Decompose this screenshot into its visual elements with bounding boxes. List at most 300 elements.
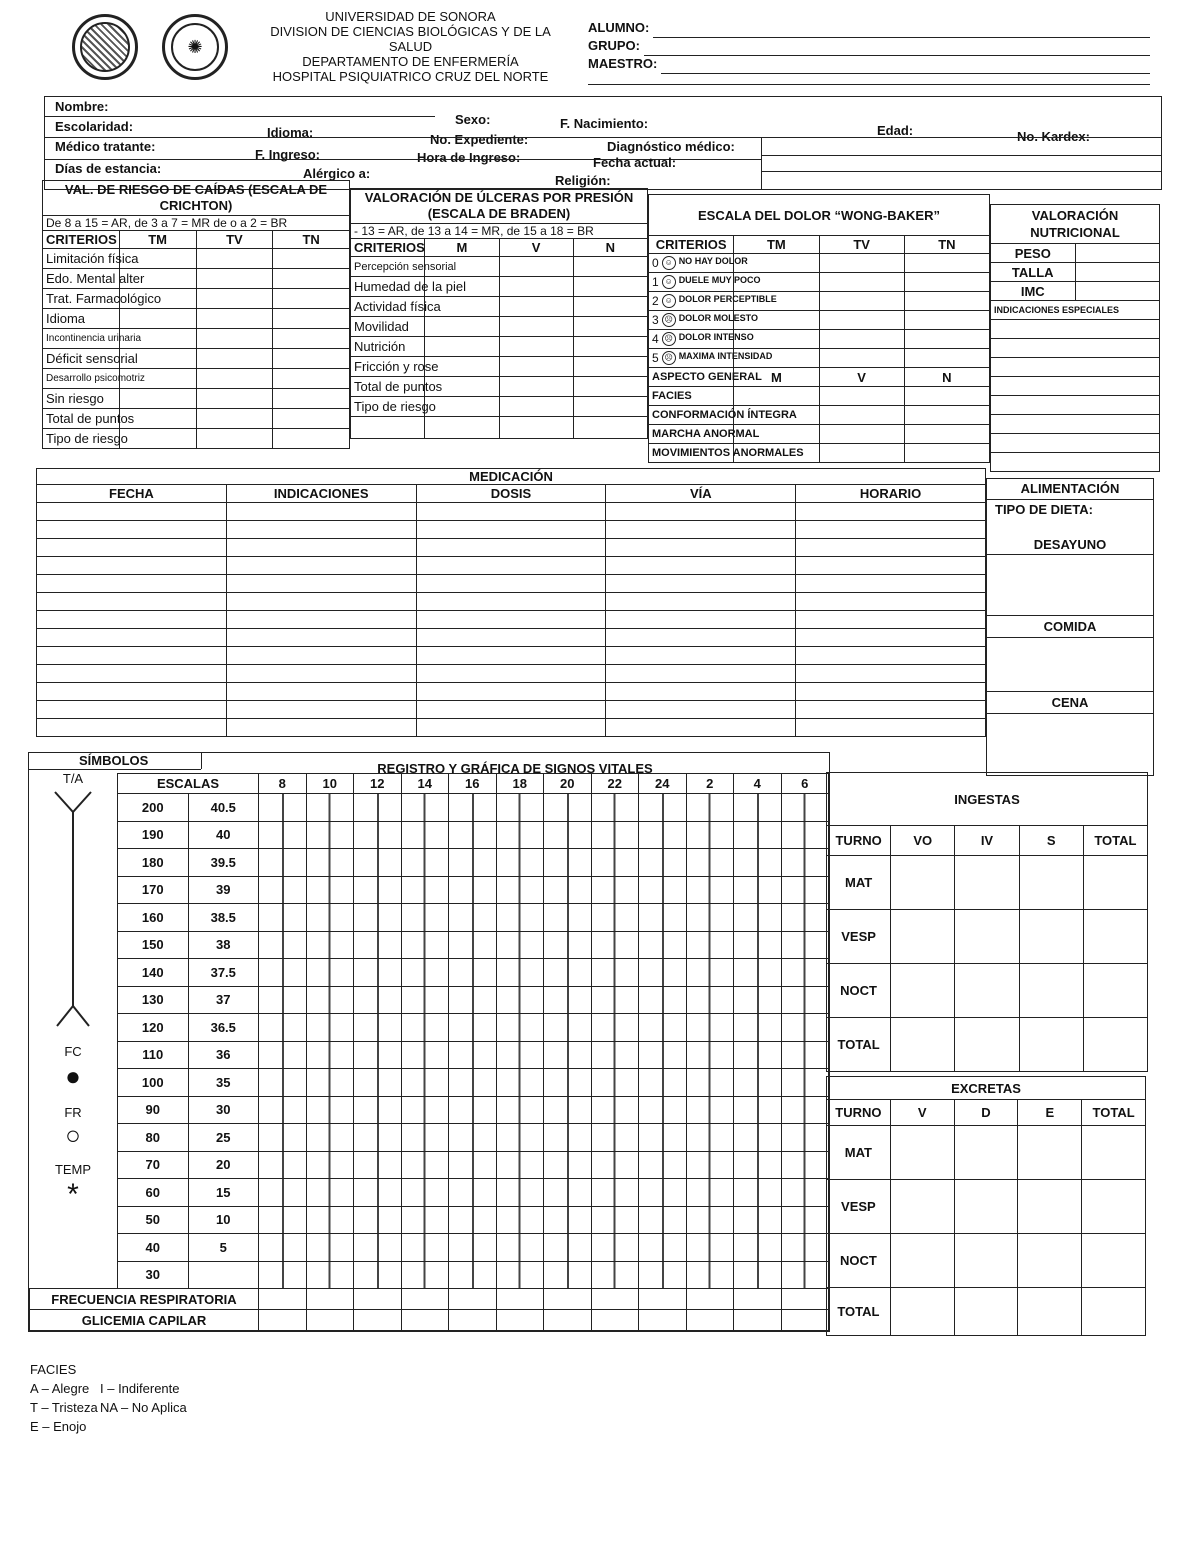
vital-cell[interactable] [354,1096,402,1124]
vital-cell[interactable] [591,821,639,849]
vital-cell[interactable] [354,986,402,1014]
tn-header: TN [904,236,989,254]
tm-header: TM [119,231,196,249]
horario-header: HORARIO [796,485,986,503]
vital-cell[interactable] [591,1014,639,1042]
patient-info-block [44,96,1162,190]
vital-cell[interactable] [401,821,449,849]
hour-header: 14 [401,774,449,794]
ta-scale-value: 50 [118,1206,189,1234]
vital-cell[interactable] [544,931,592,959]
face-icon: ☺ [662,256,676,270]
vital-cell[interactable] [544,959,592,987]
vital-cell[interactable] [449,1041,497,1069]
vital-cell[interactable] [496,1206,544,1234]
pain-number: 2 [652,293,659,308]
vital-cell[interactable] [259,1261,307,1289]
vital-cell[interactable] [449,1124,497,1152]
vital-cell[interactable] [781,876,829,904]
vital-cell[interactable] [639,1041,687,1069]
vital-cell[interactable] [734,1261,782,1289]
vital-cell[interactable] [401,1014,449,1042]
vital-cell[interactable] [686,931,734,959]
edad-label: Edad: [877,123,914,138]
vital-cell[interactable] [544,1041,592,1069]
vital-cell[interactable] [544,794,592,822]
ta-scale-value: 70 [118,1151,189,1179]
vital-cell[interactable] [354,1179,402,1207]
vital-cell[interactable] [639,794,687,822]
vital-cell[interactable] [686,1206,734,1234]
vital-cell[interactable] [259,876,307,904]
vitales-grid [117,773,829,1289]
vital-cell[interactable] [496,959,544,987]
temp-scale-value: 36.5 [188,1014,259,1042]
vital-cell[interactable] [686,1151,734,1179]
vital-cell[interactable] [686,1096,734,1124]
vital-cell[interactable] [401,1179,449,1207]
vital-cell[interactable] [306,1041,354,1069]
ta-scale-value: 130 [118,986,189,1014]
vital-cell[interactable] [781,1069,829,1097]
vital-cell[interactable] [781,959,829,987]
diagnostico-label: Diagnóstico médico: [607,139,735,154]
vital-cell[interactable] [401,794,449,822]
imc-field[interactable] [1075,282,1160,301]
vital-cell[interactable] [496,1234,544,1262]
vital-cell[interactable] [781,1206,829,1234]
vital-cell[interactable] [306,849,354,877]
vital-cell[interactable] [354,1124,402,1152]
vital-cell[interactable] [354,849,402,877]
vital-cell[interactable] [591,1206,639,1234]
caidas-section [42,180,350,449]
vital-cell[interactable] [449,931,497,959]
vital-cell[interactable] [639,1096,687,1124]
vital-cell[interactable] [449,986,497,1014]
vital-cell[interactable] [449,794,497,822]
alumno-field[interactable] [653,20,1150,38]
vital-cell[interactable] [401,931,449,959]
vitales-section [28,752,830,1332]
vital-cell[interactable] [401,876,449,904]
vital-cell[interactable] [544,1014,592,1042]
vital-cell[interactable] [401,1069,449,1097]
vital-cell[interactable] [259,1151,307,1179]
temp-scale-value: 39 [188,876,259,904]
vital-cell[interactable] [734,1206,782,1234]
vital-cell[interactable] [259,1041,307,1069]
dosis-header: DOSIS [416,485,606,503]
excretas-section [826,1076,1146,1336]
pain-label: DOLOR PERCEPTIBLE [678,293,777,304]
vital-cell[interactable] [259,794,307,822]
scale-row [118,904,829,932]
vital-cell[interactable] [259,821,307,849]
vo-header: VO [891,826,955,856]
vital-cell[interactable] [259,849,307,877]
vital-cell[interactable] [591,959,639,987]
vital-cell[interactable] [544,1151,592,1179]
vital-cell[interactable] [591,931,639,959]
vital-cell[interactable] [639,986,687,1014]
temp-scale-value: 38 [188,931,259,959]
vital-cell[interactable] [734,1124,782,1152]
simbolos-label: SÍMBOLOS [79,753,149,768]
vital-cell[interactable] [449,1261,497,1289]
asterisk-icon: * [67,1178,79,1211]
vital-cell[interactable] [354,1261,402,1289]
vital-cell[interactable] [544,1069,592,1097]
total-header: TOTAL [1082,1100,1146,1126]
ta-scale-value: 30 [118,1261,189,1289]
vital-cell[interactable] [686,1179,734,1207]
vital-cell[interactable] [496,1124,544,1152]
alergico-label: Alérgico a: [303,166,371,181]
vital-cell[interactable] [449,1069,497,1097]
tm-header: TM [734,236,819,254]
temp-scale-value: 38.5 [188,904,259,932]
vital-cell[interactable] [354,1151,402,1179]
vital-cell[interactable] [591,794,639,822]
ta-scale-value: 80 [118,1124,189,1152]
grupo-field[interactable] [644,38,1150,56]
vital-cell[interactable] [354,821,402,849]
header-line: HOSPITAL PSIQUIATRICO CRUZ DEL NORTE [272,69,549,84]
vital-cell[interactable] [639,1014,687,1042]
vital-cell[interactable] [734,1151,782,1179]
vital-cell[interactable] [449,1014,497,1042]
vital-cell[interactable] [781,794,829,822]
grupo-label: GRUPO: [588,38,640,53]
vital-cell[interactable] [496,904,544,932]
indicaciones-especiales-label: INDICACIONES ESPECIALES [991,301,1160,320]
vital-cell[interactable] [496,876,544,904]
vital-cell[interactable] [734,849,782,877]
vital-cell[interactable] [544,1206,592,1234]
vital-cell[interactable] [259,904,307,932]
vital-cell[interactable] [496,794,544,822]
vital-cell[interactable] [449,1179,497,1207]
vital-cell[interactable] [401,1261,449,1289]
caidas-row-label: Déficit sensorial [43,349,120,369]
vital-cell[interactable] [639,1179,687,1207]
extra-line [588,74,1150,85]
vital-cell[interactable] [686,849,734,877]
vital-cell[interactable] [591,1179,639,1207]
vital-cell[interactable] [544,1179,592,1207]
turno-label: MAT [827,1126,891,1180]
vital-cell[interactable] [734,1014,782,1042]
vital-cell[interactable] [639,931,687,959]
vital-cell[interactable] [259,959,307,987]
vital-cell[interactable] [734,794,782,822]
vital-cell[interactable] [734,1069,782,1097]
vital-cell[interactable] [781,1124,829,1152]
vital-cell[interactable] [306,1234,354,1262]
vital-cell[interactable] [401,1234,449,1262]
vital-cell[interactable] [591,904,639,932]
vital-cell[interactable] [734,1096,782,1124]
vital-cell[interactable] [449,1234,497,1262]
vital-cell[interactable] [544,821,592,849]
vital-cell[interactable] [259,1234,307,1262]
caidas-row-label: Desarrollo psicomotriz [43,369,120,389]
vital-cell[interactable] [734,876,782,904]
pain-row-2 [649,292,777,311]
scale-row [118,1041,829,1069]
vital-cell[interactable] [781,1261,829,1289]
vital-cell[interactable] [306,1124,354,1152]
vital-cell[interactable] [306,794,354,822]
legend-item: I – Indiferente [100,1381,180,1396]
vital-cell[interactable] [686,1069,734,1097]
vital-cell[interactable] [591,986,639,1014]
vital-cell[interactable] [781,1234,829,1262]
vital-cell[interactable] [306,876,354,904]
vital-cell[interactable] [354,1234,402,1262]
vital-cell[interactable] [496,986,544,1014]
scale-row [118,1206,829,1234]
vital-cell[interactable] [496,1069,544,1097]
vital-cell[interactable] [639,849,687,877]
vital-cell[interactable] [591,1234,639,1262]
cena-label: CENA [987,691,1153,714]
legend-item: T – Tristeza [30,1400,98,1415]
vital-cell[interactable] [639,1206,687,1234]
vital-cell[interactable] [781,904,829,932]
vital-cell[interactable] [259,1014,307,1042]
hour-header: 6 [781,774,829,794]
vital-cell[interactable] [496,1261,544,1289]
braden-row-label: Tipo de riesgo [351,397,425,417]
vital-cell[interactable] [544,1234,592,1262]
vital-cell[interactable] [449,959,497,987]
vital-cell[interactable] [496,1096,544,1124]
imc-label: IMC [991,282,1076,301]
scale-row [118,1124,829,1152]
vital-cell[interactable] [449,904,497,932]
vital-cell[interactable] [259,1069,307,1097]
vital-cell[interactable] [306,1069,354,1097]
vital-cell[interactable] [544,1124,592,1152]
vital-cell[interactable] [449,821,497,849]
braden-row-label: Actividad física [351,297,425,317]
vital-cell[interactable] [306,986,354,1014]
vital-cell[interactable] [544,1261,592,1289]
criterios-header: CRITERIOS [43,231,120,249]
ta-scale-value: 190 [118,821,189,849]
vital-cell[interactable] [354,1206,402,1234]
vital-cell[interactable] [639,1069,687,1097]
vital-cell[interactable] [781,1041,829,1069]
vital-cell[interactable] [781,986,829,1014]
vital-cell[interactable] [259,931,307,959]
vital-cell[interactable] [781,849,829,877]
vital-cell[interactable] [306,821,354,849]
vital-cell[interactable] [401,1096,449,1124]
vital-cell[interactable] [686,1261,734,1289]
vital-cell[interactable] [544,904,592,932]
vital-cell[interactable] [686,1124,734,1152]
vital-cell[interactable] [781,1096,829,1124]
braden-section [350,188,648,439]
caidas-title: VAL. DE RIESGO DE CAÍDAS (ESCALA DE CRICHTON) [43,181,350,216]
temp-scale-value: 10 [188,1206,259,1234]
vital-cell[interactable] [354,1014,402,1042]
vital-cell[interactable] [401,1206,449,1234]
vital-cell[interactable] [591,849,639,877]
legend-item: A – Alegre [30,1381,90,1396]
temp-scale-value: 25 [188,1124,259,1152]
vital-cell[interactable] [401,1124,449,1152]
scale-row [118,986,829,1014]
vital-cell[interactable] [781,1179,829,1207]
vital-cell[interactable] [591,1151,639,1179]
vital-cell[interactable] [306,904,354,932]
vital-cell[interactable] [734,1041,782,1069]
vital-cell[interactable] [401,1151,449,1179]
vital-cell[interactable] [306,959,354,987]
department-seal-logo: ✺ [162,14,228,80]
vital-cell[interactable] [259,1096,307,1124]
vital-cell[interactable] [639,1124,687,1152]
vital-cell[interactable] [354,794,402,822]
vital-cell[interactable] [591,1041,639,1069]
vital-cell[interactable] [306,1151,354,1179]
vital-cell[interactable] [496,821,544,849]
dolor-section [648,194,990,463]
tv-header: TV [196,231,273,249]
vital-cell[interactable] [591,1069,639,1097]
vital-cell[interactable] [496,849,544,877]
vital-cell[interactable] [306,931,354,959]
header-line: DEPARTAMENTO DE ENFERMERÍA [302,54,519,69]
vital-cell[interactable] [259,1206,307,1234]
vital-cell[interactable] [354,931,402,959]
vital-cell[interactable] [354,1069,402,1097]
vital-cell[interactable] [686,986,734,1014]
vital-cell[interactable] [354,1041,402,1069]
vital-cell[interactable] [449,849,497,877]
vital-cell[interactable] [306,1261,354,1289]
vital-cell[interactable] [639,1151,687,1179]
vital-cell[interactable] [306,1206,354,1234]
vital-cell[interactable] [449,1151,497,1179]
vital-cell[interactable] [686,876,734,904]
vital-cell[interactable] [354,904,402,932]
vital-cell[interactable] [401,849,449,877]
talla-field[interactable] [1075,263,1160,282]
religion-label: Religión: [555,173,611,188]
vital-cell[interactable] [401,959,449,987]
vital-cell[interactable] [306,1014,354,1042]
vital-cell[interactable] [734,959,782,987]
vital-cell[interactable] [781,1151,829,1179]
vital-cell[interactable] [496,1041,544,1069]
filled-circle-icon: ● [65,1061,81,1091]
fr-label: FR [64,1105,82,1120]
vital-cell[interactable] [639,821,687,849]
vital-cell[interactable] [544,1096,592,1124]
fecha-header: FECHA [37,485,227,503]
vital-cell[interactable] [734,931,782,959]
hour-header: 12 [354,774,402,794]
vital-cell[interactable] [639,904,687,932]
vital-cell[interactable] [734,904,782,932]
vital-cell[interactable] [686,821,734,849]
vitales-title: REGISTRO Y GRÁFICA DE SIGNOS VITALES [377,761,653,776]
vital-cell[interactable] [686,959,734,987]
vital-cell[interactable] [401,986,449,1014]
vital-cell[interactable] [544,876,592,904]
vital-cell[interactable] [544,986,592,1014]
indicaciones-header: INDICACIONES [226,485,416,503]
vital-cell[interactable] [686,1014,734,1042]
braden-row-label: Percepción sensorial [351,257,425,277]
vital-cell[interactable] [449,1206,497,1234]
vital-cell[interactable] [734,1234,782,1262]
peso-field[interactable] [1075,244,1160,263]
vital-cell[interactable] [496,1151,544,1179]
vital-cell[interactable] [259,1124,307,1152]
vital-cell[interactable] [686,1041,734,1069]
vital-cell[interactable] [496,1014,544,1042]
criterios-header: CRITERIOS [649,236,734,254]
vital-cell[interactable] [639,876,687,904]
vital-cell[interactable] [734,986,782,1014]
vital-cell[interactable] [591,1096,639,1124]
scale-row [118,849,829,877]
vital-cell[interactable] [686,904,734,932]
vital-cell[interactable] [781,931,829,959]
vital-cell[interactable] [544,849,592,877]
vital-cell[interactable] [306,1096,354,1124]
turno-label: VESP [827,910,891,964]
facies-legend [30,1360,187,1436]
vital-cell[interactable] [401,904,449,932]
vital-cell[interactable] [686,1234,734,1262]
vital-cell[interactable] [781,1014,829,1042]
vital-cell[interactable] [639,959,687,987]
vital-cell[interactable] [686,794,734,822]
vital-cell[interactable] [401,1041,449,1069]
vital-cell[interactable] [354,959,402,987]
vital-cell[interactable] [591,876,639,904]
vital-cell[interactable] [259,986,307,1014]
institution-header [248,9,573,84]
vital-cell[interactable] [781,821,829,849]
vital-cell[interactable] [639,1234,687,1262]
m-header: M [734,368,819,387]
vital-cell[interactable] [259,1179,307,1207]
vital-cell[interactable] [496,1179,544,1207]
temp-scale-value: 37 [188,986,259,1014]
vital-cell[interactable] [354,876,402,904]
vital-cell[interactable] [591,1124,639,1152]
maestro-field[interactable] [661,56,1150,74]
vital-cell[interactable] [449,876,497,904]
vital-cell[interactable] [734,821,782,849]
vital-cell[interactable] [639,1261,687,1289]
vital-cell[interactable] [496,931,544,959]
vital-cell[interactable] [734,1179,782,1207]
pain-row-3 [649,311,759,330]
vital-cell[interactable] [449,1096,497,1124]
vital-cell[interactable] [591,1261,639,1289]
header-line: UNIVERSIDAD DE SONORA [325,9,496,24]
vital-cell[interactable] [306,1179,354,1207]
